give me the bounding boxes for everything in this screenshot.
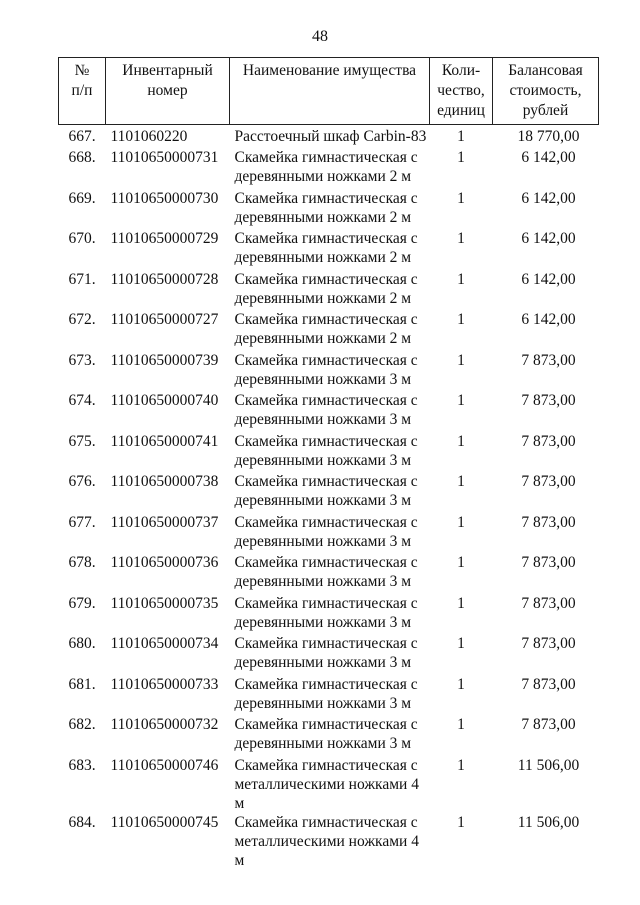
property-name-line1: Скамейка гимнастическая с bbox=[234, 635, 418, 652]
table-row bbox=[59, 513, 599, 554]
row-number-cell: 678. bbox=[68, 554, 96, 571]
inventory-table bbox=[58, 57, 599, 870]
property-name-cell bbox=[230, 148, 430, 189]
balance-cost-cell: 6 142,00 bbox=[521, 189, 576, 207]
property-name-cell bbox=[230, 351, 430, 392]
table-row bbox=[59, 270, 599, 311]
property-name-line2: деревянными ножками 3 м bbox=[234, 370, 412, 388]
property-name-line1: Скамейка гимнастическая с bbox=[234, 149, 418, 166]
quantity-cell: 1 bbox=[457, 432, 465, 450]
row-number-cell: 683. bbox=[68, 756, 96, 774]
property-name-line1: Скамейка гимнастическая с bbox=[234, 716, 418, 733]
quantity-cell: 1 bbox=[457, 189, 465, 207]
row-number-cell: 679. bbox=[68, 594, 96, 612]
inventory-number-cell: 11010650000738 bbox=[110, 473, 219, 490]
property-name-line2: деревянными ножками 2 м bbox=[234, 208, 412, 226]
property-name-line2: деревянными ножками 3 м bbox=[234, 654, 412, 671]
balance-cost-cell: 7 873,00 bbox=[521, 351, 576, 369]
property-name-line1: Скамейка гимнастическая с bbox=[234, 392, 418, 409]
property-name-line1: Скамейка гимнастическая с bbox=[234, 189, 418, 207]
property-name-line2: деревянными ножками 3 м bbox=[234, 451, 412, 469]
property-name-cell bbox=[230, 756, 430, 813]
row-number-cell: 667. bbox=[68, 128, 96, 145]
row-number-cell: 670. bbox=[68, 230, 96, 247]
property-name-cell bbox=[230, 813, 430, 870]
property-name-line2: деревянными ножками 3 м bbox=[234, 573, 412, 590]
property-name-line1: Скамейка гимнастическая с bbox=[234, 270, 418, 288]
property-name-line2: металлическими ножками 4 м bbox=[234, 775, 419, 812]
row-number-cell: 684. bbox=[68, 813, 96, 831]
property-name-line1: Скамейка гимнастическая с bbox=[234, 594, 418, 612]
row-number-cell: 672. bbox=[68, 311, 96, 328]
property-name-line2: деревянными ножками 2 м bbox=[234, 330, 412, 347]
header-quantity-line2: чество, bbox=[437, 82, 485, 99]
property-name-cell bbox=[230, 229, 430, 270]
table-row bbox=[59, 391, 599, 432]
inventory-number-cell: 11010650000735 bbox=[110, 594, 219, 612]
balance-cost-cell: 7 873,00 bbox=[521, 473, 576, 490]
page-number: 48 bbox=[312, 28, 328, 45]
property-name-line2: деревянными ножками 3 м bbox=[234, 735, 412, 752]
property-name-line1: Расстоечный шкаф Carbin-83 bbox=[234, 128, 427, 145]
balance-cost-cell: 7 873,00 bbox=[521, 675, 576, 693]
balance-cost-cell: 7 873,00 bbox=[521, 554, 576, 571]
property-name-line2: деревянными ножками 3 м bbox=[234, 492, 412, 509]
inventory-number-cell: 1101060220 bbox=[110, 128, 188, 145]
property-name-cell bbox=[230, 513, 430, 554]
property-name-cell bbox=[230, 675, 430, 716]
table-row bbox=[59, 229, 599, 270]
property-name-line1: Скамейка гимнастическая с bbox=[234, 756, 418, 774]
property-name-cell bbox=[230, 594, 430, 635]
balance-cost-cell: 7 873,00 bbox=[521, 513, 576, 531]
property-name-line1: Скамейка гимнастическая с bbox=[234, 311, 418, 328]
quantity-cell: 1 bbox=[457, 351, 465, 369]
inventory-number-cell: 11010650000727 bbox=[110, 311, 219, 328]
property-name-cell bbox=[230, 391, 430, 432]
quantity-cell: 1 bbox=[457, 311, 465, 328]
balance-cost-cell: 6 142,00 bbox=[521, 270, 576, 288]
property-name-line1: Скамейка гимнастическая с bbox=[234, 513, 418, 531]
row-number-cell: 669. bbox=[68, 189, 96, 207]
quantity-cell: 1 bbox=[457, 813, 465, 831]
header-cost-line2: стоимость, bbox=[509, 82, 582, 99]
property-name-line2: деревянными ножками 3 м bbox=[234, 411, 412, 428]
property-name-line1: Скамейка гимнастическая с bbox=[234, 432, 418, 450]
property-name-line1: Скамейка гимнастическая с bbox=[234, 230, 418, 247]
quantity-cell: 1 bbox=[457, 554, 465, 571]
header-quantity-line1: Коли- bbox=[441, 62, 481, 79]
property-name-cell bbox=[230, 715, 430, 756]
table-row bbox=[59, 432, 599, 473]
property-name-line2: деревянными ножками 3 м bbox=[234, 532, 412, 550]
table-row bbox=[59, 310, 599, 351]
inventory-number-cell: 11010650000739 bbox=[110, 351, 219, 369]
header-inventory-line1: Инвентарный bbox=[122, 62, 213, 79]
table-row bbox=[59, 189, 599, 230]
inventory-number-cell: 11010650000737 bbox=[110, 513, 219, 531]
quantity-cell: 1 bbox=[457, 149, 465, 166]
table-row bbox=[59, 472, 599, 513]
property-name-line2: деревянными ножками 2 м bbox=[234, 289, 412, 307]
quantity-cell: 1 bbox=[457, 675, 465, 693]
row-number-cell: 668. bbox=[68, 149, 96, 166]
table-row bbox=[59, 148, 599, 189]
quantity-cell: 1 bbox=[457, 230, 465, 247]
property-name-line2: деревянными ножками 2 м bbox=[234, 168, 412, 185]
row-number-cell: 676. bbox=[68, 473, 96, 490]
table-row bbox=[59, 715, 599, 756]
table-row bbox=[59, 634, 599, 675]
row-number-cell: 680. bbox=[68, 635, 96, 652]
table-row bbox=[59, 675, 599, 716]
row-number-cell: 682. bbox=[68, 716, 96, 733]
header-quantity-line3: единиц bbox=[437, 102, 485, 119]
property-name-line1: Скамейка гимнастическая с bbox=[234, 813, 418, 831]
table-body bbox=[59, 125, 599, 870]
quantity-cell: 1 bbox=[457, 716, 465, 733]
property-name-line2: деревянными ножками 2 м bbox=[234, 249, 412, 266]
balance-cost-cell: 11 506,00 bbox=[517, 813, 580, 831]
property-name-cell bbox=[230, 432, 430, 473]
inventory-number-cell: 11010650000734 bbox=[110, 635, 219, 652]
table-row bbox=[59, 351, 599, 392]
balance-cost-cell: 7 873,00 bbox=[521, 635, 576, 652]
header-cost-line3: рублей bbox=[522, 102, 569, 119]
quantity-cell: 1 bbox=[457, 756, 465, 774]
row-number-cell: 677. bbox=[68, 513, 96, 531]
quantity-cell: 1 bbox=[457, 270, 465, 288]
balance-cost-cell: 6 142,00 bbox=[521, 149, 576, 166]
balance-cost-cell: 7 873,00 bbox=[521, 594, 576, 612]
row-number-cell: 671. bbox=[68, 270, 96, 288]
property-name-line2: металлическими ножками 4 м bbox=[234, 832, 419, 869]
inventory-number-cell: 11010650000733 bbox=[110, 675, 219, 693]
header-inventory-number bbox=[106, 58, 230, 125]
inventory-number-cell: 11010650000732 bbox=[110, 716, 219, 733]
inventory-number-cell: 11010650000746 bbox=[110, 756, 219, 774]
row-number-cell: 681. bbox=[68, 675, 96, 693]
inventory-number-cell: 11010650000745 bbox=[110, 813, 219, 831]
property-name-line1: Скамейка гимнастическая с bbox=[234, 473, 418, 490]
property-name-cell bbox=[230, 189, 430, 230]
balance-cost-cell: 6 142,00 bbox=[521, 311, 576, 328]
property-name-cell bbox=[230, 125, 430, 149]
table-row bbox=[59, 553, 599, 594]
inventory-number-cell: 11010650000728 bbox=[110, 270, 219, 288]
inventory-number-cell: 11010650000741 bbox=[110, 432, 219, 450]
property-name-line1: Скамейка гимнастическая с bbox=[234, 675, 418, 693]
property-name-line2: деревянными ножками 3 м bbox=[234, 694, 412, 712]
balance-cost-cell: 7 873,00 bbox=[521, 716, 576, 733]
header-property-name bbox=[230, 58, 430, 125]
row-number-cell: 675. bbox=[68, 432, 96, 450]
balance-cost-cell: 6 142,00 bbox=[521, 230, 576, 247]
balance-cost-cell: 11 506,00 bbox=[517, 756, 580, 774]
header-quantity bbox=[430, 58, 493, 125]
table-row bbox=[59, 125, 599, 149]
quantity-cell: 1 bbox=[457, 473, 465, 490]
inventory-number-cell: 11010650000740 bbox=[110, 392, 219, 409]
table-row bbox=[59, 813, 599, 870]
balance-cost-cell: 7 873,00 bbox=[521, 392, 576, 409]
quantity-cell: 1 bbox=[457, 635, 465, 652]
quantity-cell: 1 bbox=[457, 594, 465, 612]
inventory-table-wrapper bbox=[58, 57, 598, 870]
inventory-number-cell: 11010650000730 bbox=[110, 189, 219, 207]
header-inventory-line2: номер bbox=[147, 82, 188, 99]
quantity-cell: 1 bbox=[457, 392, 465, 409]
property-name-cell bbox=[230, 270, 430, 311]
inventory-number-cell: 11010650000729 bbox=[110, 230, 219, 247]
row-number-cell: 673. bbox=[68, 351, 96, 369]
property-name-line1: Скамейка гимнастическая с bbox=[234, 351, 418, 369]
header-cost-line1: Балансовая bbox=[508, 62, 583, 79]
property-name-cell bbox=[230, 553, 430, 594]
header-number-line2: п/п bbox=[71, 82, 93, 99]
inventory-number-cell: 11010650000731 bbox=[110, 149, 219, 166]
quantity-cell: 1 bbox=[457, 513, 465, 531]
header-name-text: Наименование имущества bbox=[242, 62, 417, 79]
header-number bbox=[59, 58, 106, 125]
balance-cost-cell: 18 770,00 bbox=[517, 128, 580, 145]
quantity-cell: 1 bbox=[457, 128, 465, 145]
header-number-line1: № bbox=[74, 62, 90, 79]
property-name-cell bbox=[230, 310, 430, 351]
property-name-line2: деревянными ножками 3 м bbox=[234, 613, 412, 631]
property-name-cell bbox=[230, 472, 430, 513]
inventory-number-cell: 11010650000736 bbox=[110, 554, 219, 571]
table-header bbox=[59, 58, 599, 125]
header-balance-cost bbox=[493, 58, 599, 125]
property-name-line1: Скамейка гимнастическая с bbox=[234, 554, 418, 571]
row-number-cell: 674. bbox=[68, 392, 96, 409]
table-row bbox=[59, 756, 599, 813]
property-name-cell bbox=[230, 634, 430, 675]
balance-cost-cell: 7 873,00 bbox=[521, 432, 576, 450]
table-row bbox=[59, 594, 599, 635]
